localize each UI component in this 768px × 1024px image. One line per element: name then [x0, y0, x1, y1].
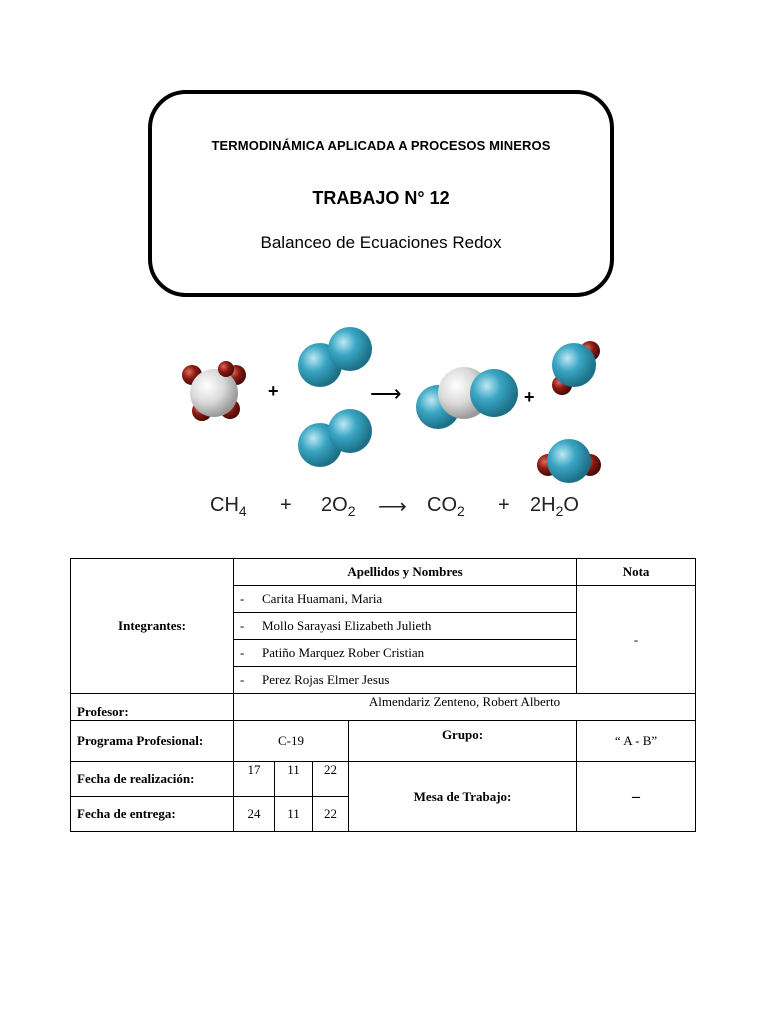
- work-subject: Balanceo de Ecuaciones Redox: [260, 233, 502, 252]
- plus-sign: +: [268, 381, 279, 401]
- methane-molecule: [182, 361, 246, 421]
- mesa-label: Mesa de Trabajo:: [349, 762, 577, 832]
- fecha-entrega-label: Fecha de entrega:: [71, 797, 234, 832]
- fecha-entrega-day: 24: [234, 797, 275, 832]
- work-number: TRABAJO N° 12: [312, 188, 450, 208]
- fecha-realizacion-label: Fecha de realización:: [71, 762, 234, 797]
- fecha-realizacion-month: 11: [275, 762, 313, 797]
- grupo-label: Grupo:: [349, 721, 577, 762]
- programa-value: C-19: [234, 721, 349, 762]
- course-title: TERMODINÁMICA APLICADA A PROCESOS MINEROS: [211, 138, 551, 153]
- oxygen-molecule: [298, 327, 372, 387]
- grupo-value: “ A - B”: [577, 721, 696, 762]
- eq-water: $2H_2O$: [530, 494, 579, 519]
- info-table: [70, 558, 696, 832]
- fecha-realizacion-day: 17: [234, 762, 275, 797]
- carbon-dioxide-molecule: [416, 367, 518, 429]
- names-header: Apellidos y Nombres: [234, 559, 577, 586]
- eq-methane: $CH_4$: [210, 494, 247, 519]
- profesor-label: Profesor:: [71, 694, 234, 721]
- water-molecule: [552, 341, 600, 395]
- fecha-realizacion-year: 22: [313, 762, 349, 797]
- fecha-entrega-month: 11: [275, 797, 313, 832]
- fecha-entrega-year: 22: [313, 797, 349, 832]
- programa-label: Programa Profesional:: [71, 721, 234, 762]
- arrow-icon: ⟶: [370, 381, 402, 406]
- nota-header: Nota: [577, 559, 696, 586]
- mesa-value: –: [577, 762, 696, 832]
- molecule-illustration: [170, 325, 610, 495]
- eq-arrow: ⟶: [378, 496, 407, 518]
- eq-plus: +: [498, 494, 510, 516]
- oxygen-molecule: [298, 409, 372, 467]
- plus-sign: +: [524, 387, 535, 407]
- eq-co2: $CO_2$: [427, 494, 465, 519]
- eq-plus: +: [280, 494, 292, 516]
- nota-value: -: [577, 586, 696, 694]
- member-row: - Perez Rojas Elmer Jesus: [234, 667, 577, 694]
- member-row: - Carita Huamani, Maria: [234, 586, 577, 613]
- integrantes-label: Integrantes:: [71, 559, 234, 694]
- member-row: - Mollo Sarayasi Elizabeth Julieth: [234, 613, 577, 640]
- water-molecule: [537, 439, 601, 483]
- member-row: - Patiño Marquez Rober Cristian: [234, 640, 577, 667]
- eq-oxygen: $2O_2$: [321, 494, 356, 519]
- profesor-value: Almendariz Zenteno, Robert Alberto: [234, 694, 696, 721]
